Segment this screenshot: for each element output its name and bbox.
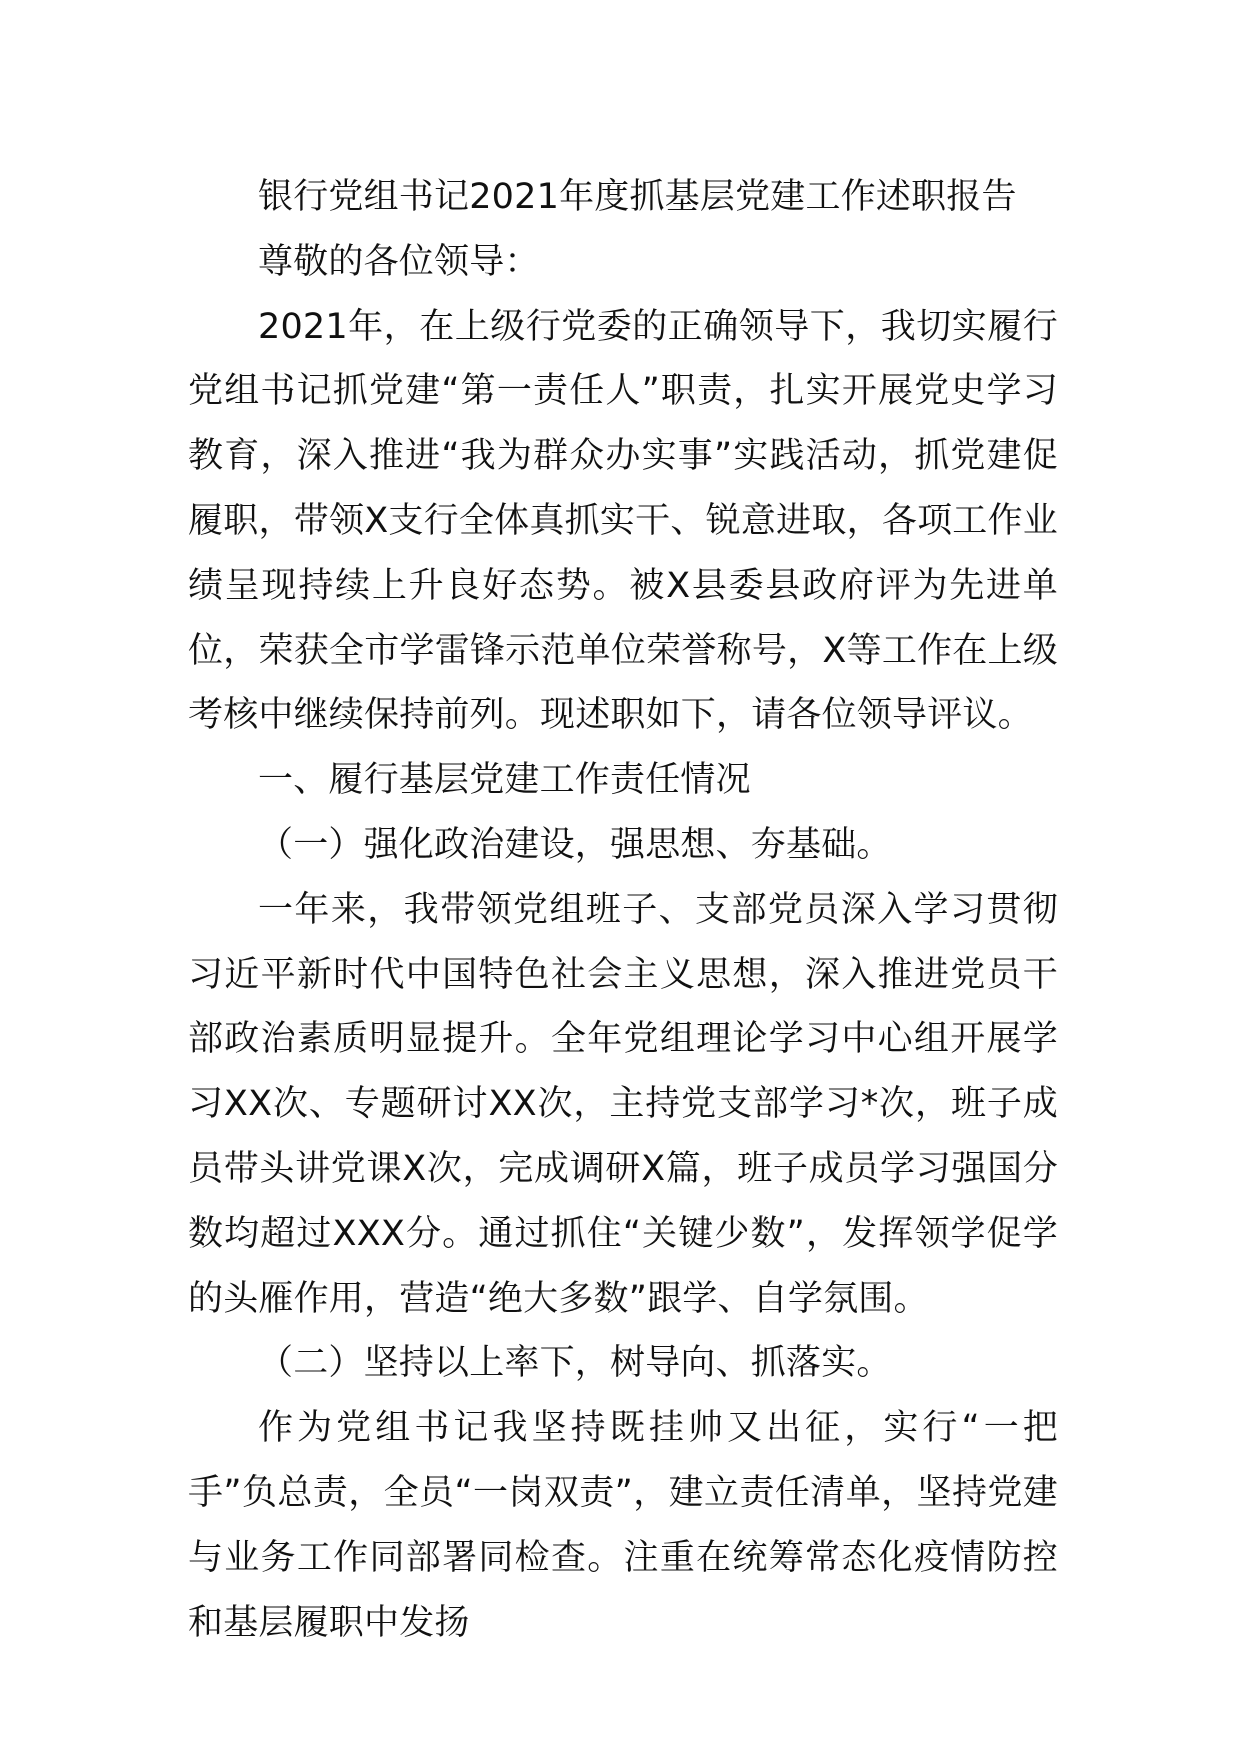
- section-heading-1: 一、履行基层党建工作责任情况: [258, 760, 751, 801]
- subsection-heading-2: （二）坚持以上率下，树导向、抓落实。: [258, 1343, 892, 1384]
- subsection-heading-1: （一）强化政治建设，强思想、夯基础。: [258, 824, 892, 865]
- document-title: 银行党组书记2021年度抓基层党建工作述职报告: [258, 177, 1017, 217]
- subsection-body-1: 一年来，我带领党组班子、支部党员深入学习贯彻习近平新时代中国特色社会主义思想，深入推进党员干部政治素质明显提升。全年党组理论学习中心组开展学习XX次、专题研讨XX次，主持党支部学习*次，班子成员带头讲党课X次，完成调研X篇，班子成员学习强国分数均超过XXX分。通过抓住“关键少数”，发挥领学促学的头雁作用，营造“绝大多数”跟学、自学氛围。: [188, 889, 1058, 1319]
- salutation: 尊敬的各位领导：: [258, 241, 540, 282]
- document-body: [188, 165, 1058, 1655]
- subsection-body-2: 作为党组书记我坚持既挂帅又出征，实行“一把手”负总责，全员“一岗双责”，建立责任清单，坚持党建与业务工作同部署同检查。注重在统筹常态化疫情防控和基层履职中发扬: [188, 1408, 1058, 1643]
- intro-paragraph: 2021年，在上级行党委的正确领导下，我切实履行党组书记抓党建“第一责任人”职责，扎实开展党史学习教育，深入推进“我为群众办实事”实践活动，抓党建促履职，带领X支行全体真抓实干、锐意进取，各项工作业绩呈现持续上升良好态势。被X县委县政府评为先进单位，荣获全市学雷锋示范单位荣誉称号，X等工作在上级考核中继续保持前列。现述职如下，请各位领导评议。: [188, 306, 1058, 736]
